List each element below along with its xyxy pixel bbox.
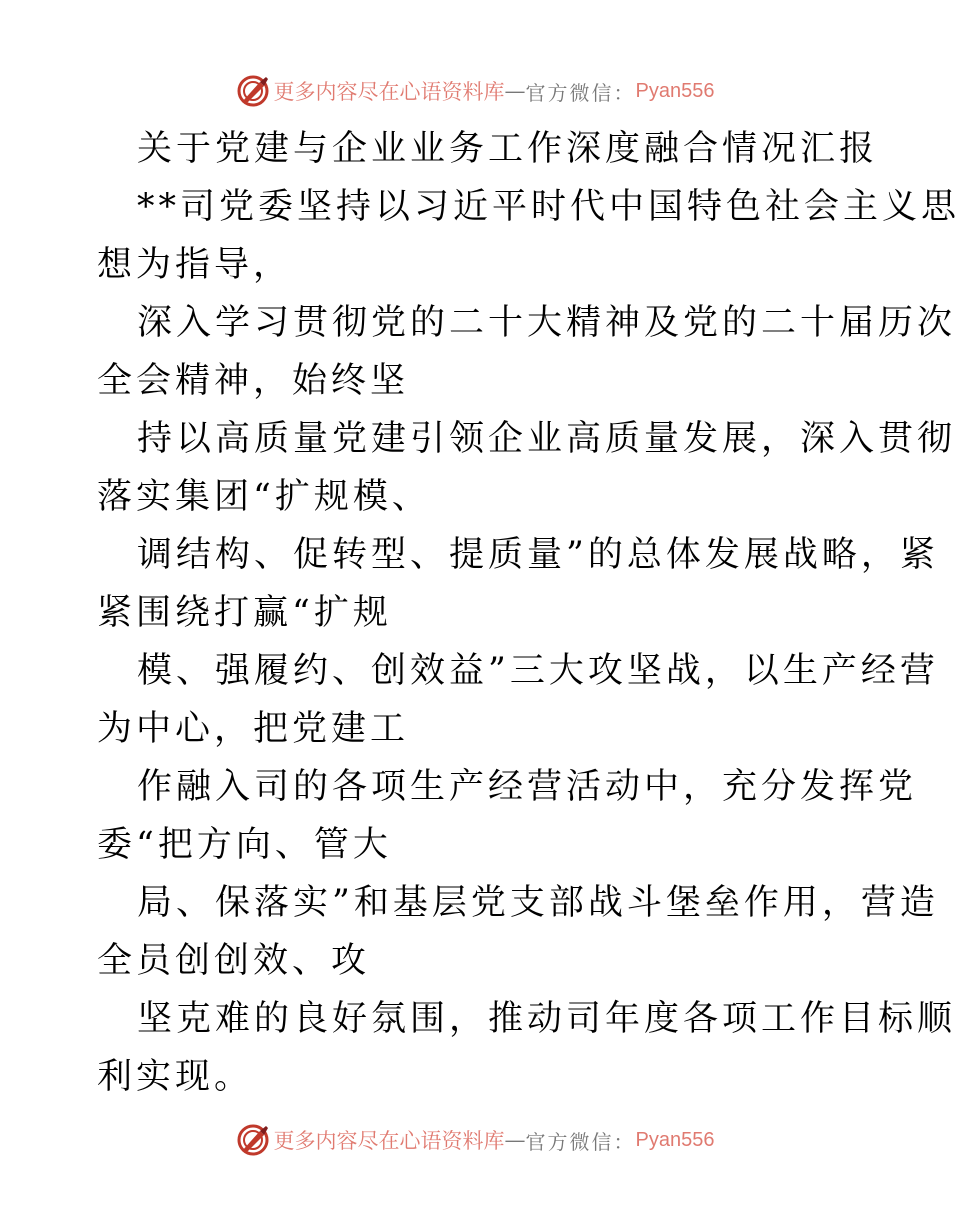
- text-line: 全员创创效、攻: [97, 941, 371, 981]
- text-line: 为中心，把党建工: [97, 709, 410, 749]
- header-banner[interactable]: [0, 71, 950, 111]
- banner-separator: —: [504, 79, 526, 103]
- text-line: 利实现。: [97, 1057, 254, 1097]
- pen-logo-icon: [236, 74, 270, 108]
- wechat-label: 官方微信：: [525, 1129, 636, 1154]
- text-line: 想为指导，: [97, 245, 293, 285]
- wechat-id: Pyan556: [635, 1128, 715, 1151]
- text-line: 调结构、促转型、提质量”的总体发展战略，紧: [137, 535, 939, 575]
- banner-text: 更多内容尽在心语资料库: [273, 1129, 505, 1153]
- document-body: [97, 120, 960, 1106]
- text-line: **司党委坚持以习近平时代中国特色社会主义思: [137, 187, 960, 227]
- text-line: 全会精神，始终坚: [97, 361, 410, 401]
- document-title: 关于党建与企业业务工作深度融合情况汇报: [137, 129, 879, 169]
- text-line: 坚克难的良好氛围，推动司年度各项工作目标顺: [137, 999, 957, 1039]
- text-line: 深入学习贯彻党的二十大精神及党的二十届历次: [137, 303, 957, 343]
- banner-text: 更多内容尽在心语资料库: [273, 80, 505, 104]
- wechat-label: 官方微信：: [525, 80, 636, 105]
- text-line: 模、强履约、创效益”三大攻坚战，以生产经营: [137, 651, 939, 691]
- wechat-id: Pyan556: [635, 79, 715, 102]
- text-line: 委“把方向、管大: [97, 825, 392, 865]
- banner-separator: —: [504, 1128, 526, 1152]
- text-line: 落实集团“扩规模、: [97, 477, 431, 517]
- footer-banner[interactable]: [0, 1120, 950, 1160]
- text-line: 作融入司的各项生产经营活动中，充分发挥党: [137, 767, 918, 807]
- pen-logo-icon: [236, 1123, 270, 1157]
- text-line: 局、保落实”和基层党支部战斗堡垒作用，营造: [137, 883, 939, 923]
- text-line: 持以高质量党建引领企业高质量发展，深入贯彻: [137, 419, 957, 459]
- text-line: 紧围绕打赢“扩规: [97, 593, 392, 633]
